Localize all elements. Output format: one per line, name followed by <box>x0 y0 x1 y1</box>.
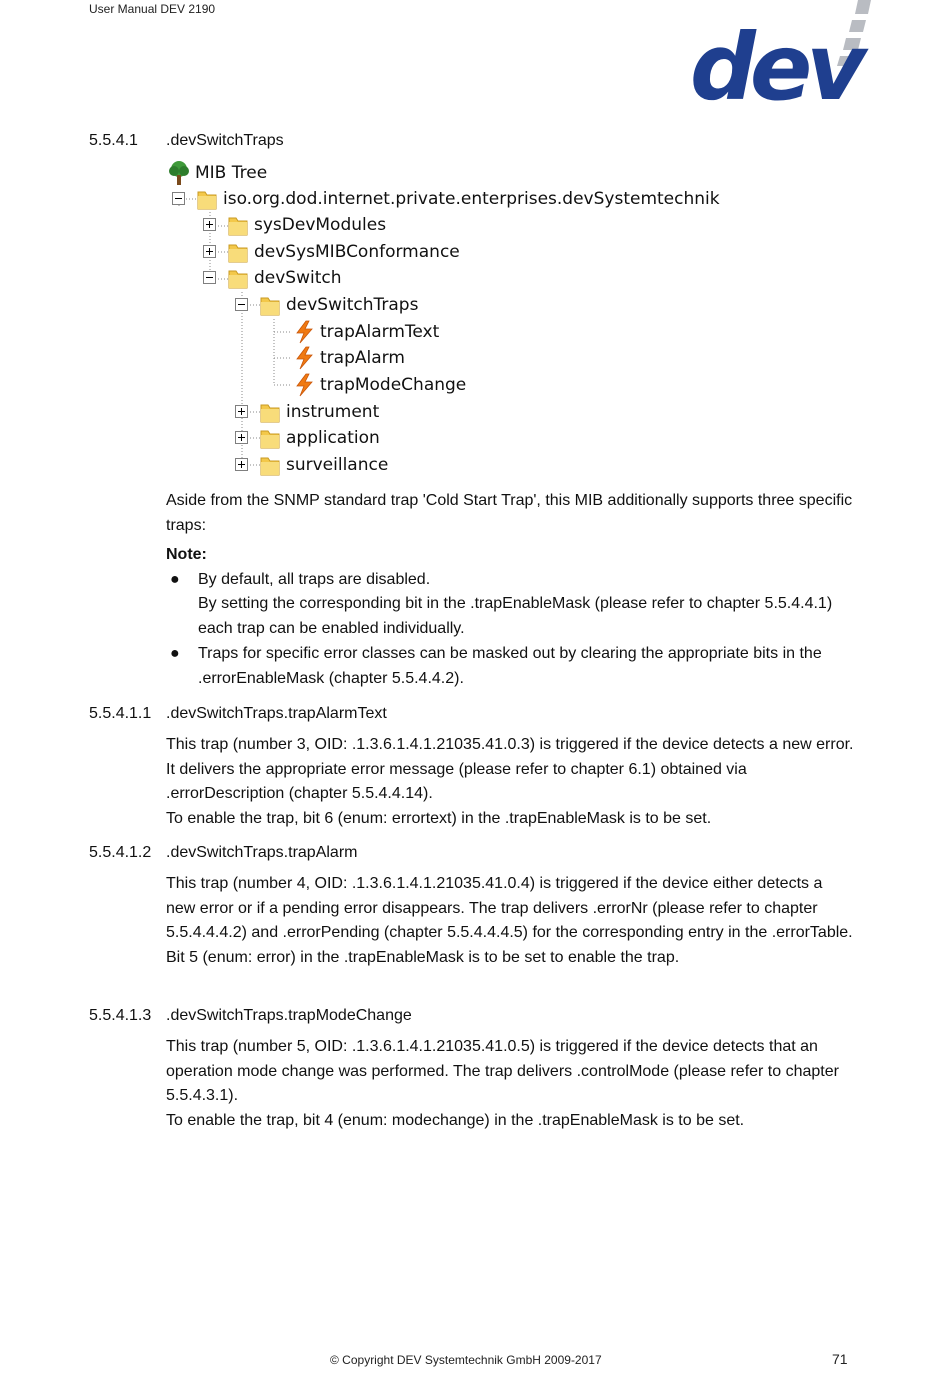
expand-icon[interactable] <box>203 245 217 259</box>
subsection-enable-text: To enable the trap, bit 6 (enum: errortext) in the .trapEnableMask is to be set. <box>166 809 712 827</box>
copyright-text: © Copyright DEV Systemtechnik GmbH 2009-2017 <box>330 1353 602 1367</box>
intro-paragraph: Aside from the SNMP standard trap 'Cold Start Trap', this MIB additionally supports three specific traps: <box>166 492 853 534</box>
subsection-paragraph: This trap (number 5, OID: .1.3.6.1.4.1.21035.41.0.5) is triggered if the device detects that an operation mode change was performed. The trap delivers .controlMode (please refer to chapter 5.5.4.3.1). <box>166 1038 839 1104</box>
tree-node-label: instrument <box>286 402 380 422</box>
trap-icon <box>293 373 315 397</box>
mib-tree <box>166 158 726 482</box>
subsection-body <box>166 872 856 970</box>
dev-logo <box>686 0 876 122</box>
tree-node-label: surveillance <box>286 455 389 475</box>
subsection-enable-text: Bit 5 (enum: error) in the .trapEnableMask is to be set to enable the trap. <box>166 948 680 966</box>
section-title: .devSwitchTraps <box>166 132 284 149</box>
page-number: 71 <box>832 1351 848 1367</box>
tree-node-trapalarmtext[interactable] <box>293 319 439 345</box>
tree-node-label: iso.org.dod.internet.private.enterprises.devSystemtechnik <box>223 189 720 209</box>
expand-icon[interactable] <box>235 458 249 472</box>
document-title: User Manual DEV 2190 <box>89 2 216 16</box>
trap-icon <box>293 346 315 370</box>
bullet-line: By default, all traps are disabled. <box>198 570 431 588</box>
section-number: 5.5.4.1 <box>89 132 138 149</box>
tree-node-label: trapAlarm <box>320 348 405 368</box>
tree-node-application[interactable] <box>235 425 380 451</box>
expand-icon[interactable] <box>235 405 249 419</box>
tree-node-instrument[interactable] <box>235 399 379 425</box>
subsection-number: 5.5.4.1.2 <box>89 844 152 861</box>
tree-icon <box>166 160 192 186</box>
expand-icon[interactable] <box>203 218 217 232</box>
logo-wordmark: dev <box>690 14 861 121</box>
bullet-line: By setting the corresponding bit in the .trapEnableMask (please refer to chapter 5.5.4.4.1) each trap can be enabled individually. <box>198 595 833 637</box>
note-title: Note: <box>166 546 207 563</box>
tree-node-label: devSwitch <box>254 268 342 288</box>
collapse-icon[interactable] <box>203 271 217 285</box>
collapse-icon[interactable] <box>172 192 186 206</box>
tree-node-label: devSwitchTraps <box>286 295 419 315</box>
tree-node-trapmodechange[interactable] <box>293 372 466 398</box>
tree-node-label: devSysMIBConformance <box>254 242 460 262</box>
note-bullet <box>166 642 856 691</box>
tree-node-devsystemtechnik[interactable] <box>172 186 720 212</box>
collapse-icon[interactable] <box>235 298 249 312</box>
section-heading <box>89 132 284 150</box>
subsection-heading <box>89 844 357 862</box>
subsection-body <box>166 1035 856 1133</box>
subsection-heading <box>89 1007 412 1025</box>
tree-node-label: sysDevModules <box>254 215 387 235</box>
tree-root-label: MIB Tree <box>195 163 268 183</box>
tree-node-devswitchtraps[interactable] <box>235 292 418 318</box>
tree-node-devsysmibconformance[interactable] <box>203 239 460 265</box>
expand-icon[interactable] <box>235 431 249 445</box>
subsection-number: 5.5.4.1.1 <box>89 705 152 722</box>
tree-root[interactable] <box>166 160 267 186</box>
note-bullet <box>166 568 856 642</box>
folder-icon <box>227 240 249 264</box>
folder-icon <box>196 187 218 211</box>
bullet-dot: ● <box>170 570 180 588</box>
subsection-paragraph: This trap (number 3, OID: .1.3.6.1.4.1.21035.41.0.3) is triggered if the device detects a new error. It delivers the appropriate error message (please refer to chapter 6.1) obtained via .errorDescription (chapter 5.5.4.4.14). <box>166 736 854 802</box>
subsection-title: .devSwitchTraps.trapAlarm <box>166 844 358 861</box>
tree-node-devswitch[interactable] <box>203 265 342 291</box>
subsection-body <box>166 733 856 831</box>
subsection-title: .devSwitchTraps.trapAlarmText <box>166 705 387 722</box>
trap-icon <box>293 320 315 344</box>
folder-icon <box>227 213 249 237</box>
folder-icon <box>259 293 281 317</box>
tree-node-label: application <box>286 428 380 448</box>
subsection-paragraph: This trap (number 4, OID: .1.3.6.1.4.1.21035.41.0.4) is triggered if the device either detects a new error or if a pending error disappears. The trap delivers .errorNr (please refer to chapter 5.5.4.4.4.2) and .errorPending (chapter 5.5.4.4.4.5) for the corresponding entry in the .errorTable. <box>166 875 853 941</box>
tree-node-sysdevmodules[interactable] <box>203 212 386 238</box>
intro-block <box>166 489 856 691</box>
tree-node-label: trapAlarmText <box>320 322 440 342</box>
folder-icon <box>259 400 281 424</box>
tree-node-surveillance[interactable] <box>235 452 388 478</box>
subsection-title: .devSwitchTraps.trapModeChange <box>166 1007 412 1024</box>
bullet-line: Traps for specific error classes can be masked out by clearing the appropriate bits in the .errorEnableMask (chapter 5.5.4.4.2). <box>198 645 822 687</box>
folder-icon <box>227 266 249 290</box>
subsection-enable-text: To enable the trap, bit 4 (enum: modechange) in the .trapEnableMask is to be set. <box>166 1111 745 1129</box>
subsection-number: 5.5.4.1.3 <box>89 1007 152 1024</box>
folder-icon <box>259 426 281 450</box>
folder-icon <box>259 453 281 477</box>
tree-node-label: trapModeChange <box>320 375 467 395</box>
bullet-dot: ● <box>170 645 180 662</box>
tree-node-trapalarm[interactable] <box>293 345 405 371</box>
subsection-heading <box>89 705 387 723</box>
